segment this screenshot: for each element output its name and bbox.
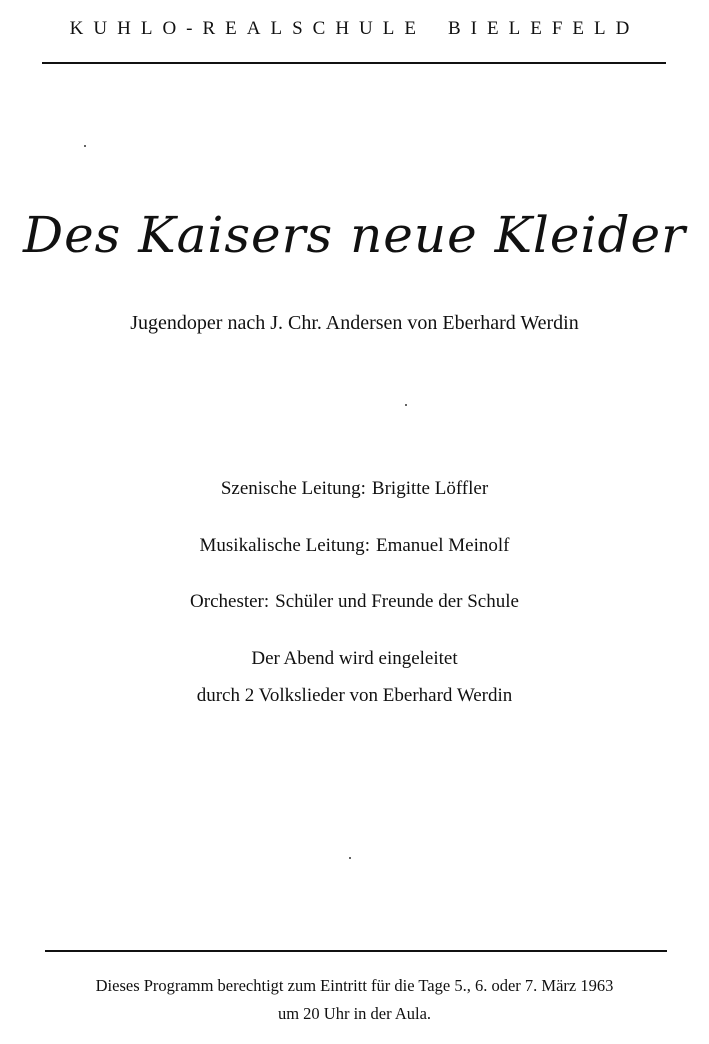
bottom-divider (45, 950, 667, 952)
credit-role: Musikalische Leitung (199, 535, 365, 556)
school-header (0, 18, 709, 40)
intro-line-1: Der Abend wird eingeleitet (251, 648, 458, 669)
school-name: KUHLO-REALSCHULE (69, 18, 426, 39)
admission-note-line-1: Dieses Programm berechtigt zum Eintritt für die Tage 5., 6. oder 7. März 1963 (95, 976, 614, 995)
credit-name: Schüler und Freunde der Schule (275, 591, 519, 612)
top-divider (42, 62, 666, 64)
credit-role: Szenische Leitung (220, 478, 361, 499)
print-speck (84, 145, 86, 147)
print-speck (405, 404, 407, 406)
admission-note-line-2: um 20 Uhr in der Aula. (277, 1004, 432, 1023)
credit-orchestra: Orchester: Schüler und Freunde der Schule (190, 591, 519, 612)
credit-stage-direction: Szenische Leitung: Brigitte Löffler (220, 478, 489, 499)
opera-subtitle: Jugendoper nach J. Chr. Andersen von Eberhard Werdin (130, 312, 579, 334)
opera-title: Des Kaisers neue Kleider (23, 206, 686, 264)
credit-musical-direction: Musikalische Leitung: Emanuel Meinolf (199, 535, 510, 556)
credit-name: Emanuel Meinolf (375, 535, 510, 556)
intro-line-2: durch 2 Volkslieder von Eberhard Werdin (196, 685, 513, 706)
print-speck (349, 857, 351, 859)
school-city: BIELEFELD (448, 18, 640, 39)
credit-role: Orchester (190, 591, 264, 612)
credit-name: Brigitte Löffler (371, 478, 489, 499)
